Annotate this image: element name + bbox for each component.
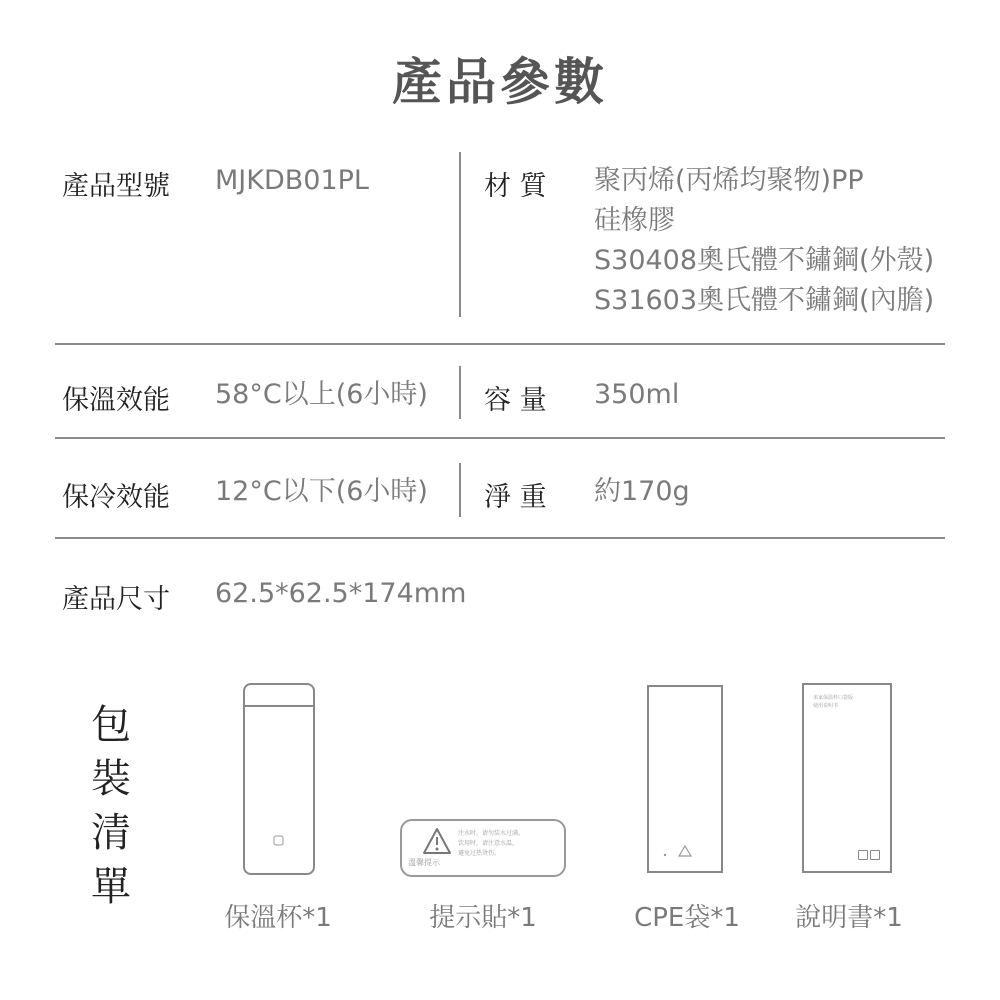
row-divider [55,437,945,439]
sticker-line: 注水时，请勿装水过满。 [458,830,525,837]
heat-value: 58°C以上(6小時) [215,379,428,410]
size-label: 產品尺寸 [62,584,170,615]
heat-label: 保溫效能 [62,385,170,416]
recycle-icon [679,846,691,856]
column-divider [459,463,461,517]
cold-label: 保冷效能 [62,482,170,513]
material-line: S30408奧氏體不鏽鋼(外殼) [594,245,935,276]
sticker-line: 避免过热烫伤。 [458,850,501,857]
package-heading [88,698,134,914]
material-label: 材 質 [484,171,547,202]
column-divider [459,152,461,317]
column-divider [459,366,461,419]
cold-value: 12°C以下(6小時) [215,476,428,507]
package-heading-char: 清 [91,810,131,856]
page-title: 產品參數 [392,53,608,111]
warning-sticker-icon [400,819,566,877]
material-line: 聚丙烯(丙烯均聚物)PP [594,165,864,196]
sticker-line: 饮用时，请注意水温， [458,840,519,847]
package-heading-char: 裝 [91,756,131,802]
sticker-label: 溫馨提示 [408,858,440,867]
row-divider [55,343,945,345]
weight-label: 淨 重 [484,482,547,513]
material-line: 硅橡膠 [594,205,675,236]
manual-text [813,694,853,710]
material-line: S31603奧氏體不鏽鋼(內膽) [594,285,935,316]
manual-line: 使用说明书 [813,703,839,709]
cpe-bag-icon [645,683,727,875]
package-heading-char: 單 [91,864,131,910]
package-heading-char: 包 [91,702,131,748]
package-item-caption: 提示貼*1 [429,903,537,933]
manual-line: 米家保温杯口袋版 [813,695,854,701]
manual-booklet-icon [802,683,892,873]
package-item-caption: 說明書*1 [795,903,903,933]
package-item-caption: CPE袋*1 [634,903,740,933]
capacity-label: 容 量 [484,385,547,416]
thermos-bottle-icon [240,680,320,880]
model-label: 產品型號 [62,171,170,202]
logo-mark-icon [870,850,880,860]
sticker-text [458,829,524,859]
package-item-caption: 保溫杯*1 [224,903,332,933]
model-value: MJKDB01PL [215,165,369,196]
size-value: 62.5*62.5*174mm [215,578,467,609]
row-divider [55,537,945,539]
warning-triangle-icon [422,827,452,855]
logo-mark-icon [858,850,868,860]
capacity-value: 350ml [594,379,680,410]
weight-value: 約170g [594,476,690,507]
